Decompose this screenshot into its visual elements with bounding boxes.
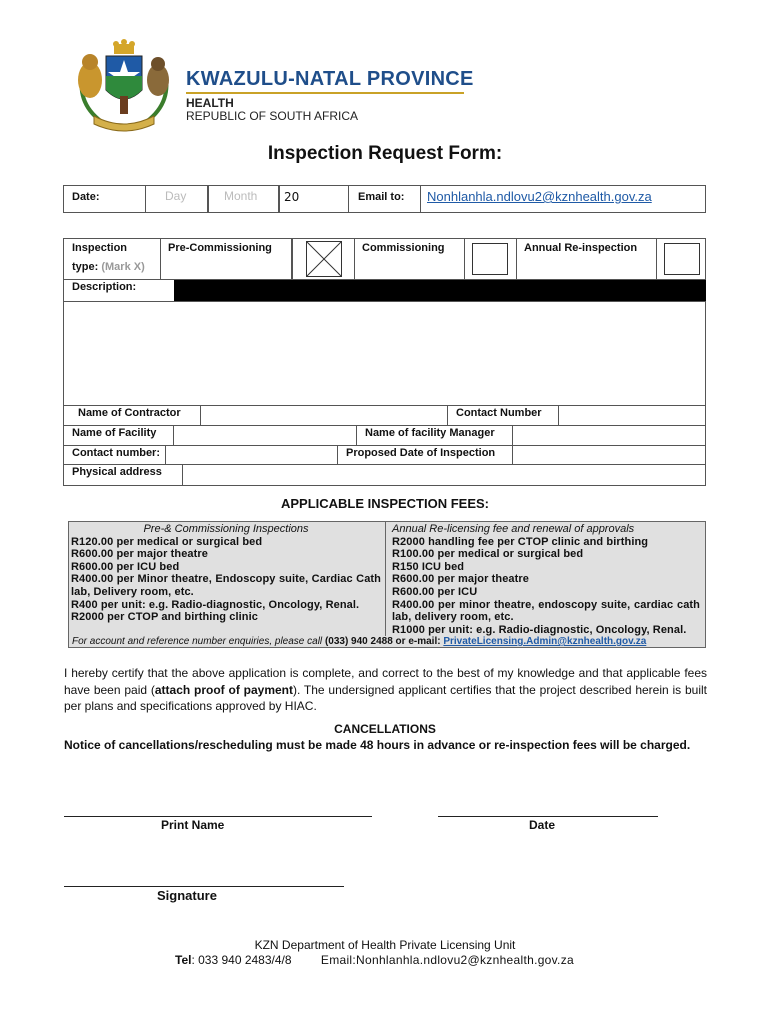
fees-divider: [385, 522, 386, 636]
pre-commissioning-label: Pre-Commissioning: [168, 242, 272, 254]
fees-right-title: Annual Re-licensing fee and renewal of approvals: [392, 523, 635, 535]
commissioning-label: Commissioning: [362, 242, 445, 254]
print-name-line[interactable]: [64, 816, 372, 817]
fee-left-item: R400 per unit: e.g. Radio-diagnostic, Oncology, Renal.: [71, 598, 360, 611]
fee-left-item: R400.00 per Minor theatre, Endoscopy suite, Cardiac Cath lab, Delivery room, etc.: [71, 573, 381, 598]
fee-right-item: R600.00 per major theatre: [392, 573, 530, 586]
signature-line[interactable]: [64, 886, 344, 887]
fee-right-item: R400.00 per minor theatre, endoscopy suite, cardiac cath lab, delivery room, etc.: [392, 598, 700, 624]
facility-manager-input[interactable]: [512, 425, 706, 446]
fees-right-column: [392, 523, 700, 636]
certification-text: [64, 665, 707, 715]
fee-right-item: R100.00 per medical or surgical bed: [392, 548, 584, 561]
fee-right-item: R600.00 per ICU: [392, 585, 478, 598]
footer-tel: : 033 940 2483/4/8: [191, 953, 292, 967]
province-name: KWAZULU-NATAL PROVINCE: [186, 68, 474, 90]
x-mark-icon: [306, 241, 342, 277]
email-label: Email to:: [358, 191, 405, 203]
inspection-label: Inspection: [72, 242, 128, 254]
fees-footer-email[interactable]: PrivateLicensing.Admin@kznhealth.gov.za: [443, 636, 647, 647]
footer-contact: [175, 953, 574, 967]
coat-of-arms-logo: [68, 38, 180, 134]
pre-commissioning-checkbox[interactable]: [292, 238, 355, 280]
physical-address-label: Physical address: [72, 466, 162, 478]
signature-label: Signature: [157, 888, 217, 903]
header-divider: [186, 92, 464, 94]
print-name-label: Print Name: [161, 818, 225, 832]
type-label: [72, 261, 145, 273]
proposed-date-label: Proposed Date of Inspection: [346, 447, 496, 459]
day-placeholder: Day: [165, 189, 187, 203]
contact-number2-input[interactable]: [165, 445, 338, 465]
certify-text-bold: attach proof of payment: [154, 682, 293, 697]
fee-left-item: R120.00 per medical or surgical bed: [71, 535, 263, 548]
facility-input[interactable]: [173, 425, 357, 446]
email-link[interactable]: Nonhlanhla.ndlovu2@kznhealth.gov.za: [427, 189, 652, 204]
description-header-bar: [174, 280, 706, 301]
certify-text-b: ). The undersigned applicant certifies that the project described herein is built per plans and specifications approved by HIAC.: [64, 682, 707, 713]
cancellations-text: Notice of cancellations/rescheduling must be made 48 hours in advance or re-inspection fees will be charged.: [64, 738, 691, 752]
contractor-input[interactable]: [200, 405, 448, 426]
date-line[interactable]: [438, 816, 658, 817]
month-placeholder: Month: [224, 189, 258, 203]
fees-left-column: [71, 523, 381, 624]
type-text: type:: [72, 261, 99, 273]
facility-manager-label: Name of facility Manager: [365, 427, 495, 439]
annual-reinspection-checkbox[interactable]: [664, 243, 700, 275]
footer-email: Email:Nonhlanhla.ndlovu2@kznhealth.gov.za: [320, 953, 574, 967]
footer-tel-label: Tel: [175, 953, 192, 967]
contact-number-label: Contact Number: [456, 407, 542, 419]
proposed-date-input[interactable]: [512, 445, 706, 465]
description-textarea[interactable]: [63, 301, 706, 406]
fee-right-item: R1000 per unit: e.g. Radio-diagnostic, Oncology, Renal.: [392, 623, 687, 636]
cancellations-heading: CANCELLATIONS: [334, 722, 436, 736]
commissioning-checkbox[interactable]: [472, 243, 508, 275]
fee-left-item: R600.00 per major theatre: [71, 548, 209, 561]
annual-reinspection-label: Annual Re-inspection: [524, 242, 638, 254]
fee-left-item: R600.00 per ICU bed: [71, 560, 180, 573]
year-prefix: 20: [284, 190, 300, 204]
certify-text-a: I hereby certify that the above application is complete, and correct to the best of my knowledge and that applicable fees have been paid (: [64, 666, 707, 697]
physical-address-input[interactable]: [182, 464, 706, 486]
description-label: Description:: [72, 281, 137, 293]
fees-footer: [72, 636, 646, 647]
fees-heading: APPLICABLE INSPECTION FEES:: [280, 496, 490, 511]
contact-number2-label: Contact number:: [72, 447, 160, 459]
fee-right-item: R2000 handling fee per CTOP clinic and birthing: [392, 535, 649, 548]
footer-unit: KZN Department of Health Private Licensing Unit: [254, 938, 516, 952]
fee-right-item: R150 ICU bed: [392, 560, 465, 573]
country-name: REPUBLIC OF SOUTH AFRICA: [186, 109, 359, 123]
contractor-label: Name of Contractor: [78, 407, 181, 419]
dept-name: HEALTH: [186, 96, 234, 110]
date-sign-label: Date: [529, 818, 556, 832]
fees-left-title: Pre-& Commissioning Inspections: [143, 523, 309, 535]
fee-left-item: R2000 per CTOP and birthing clinic: [71, 611, 258, 624]
form-title: Inspection Request Form:: [267, 143, 503, 164]
fees-footer-text: For account and reference number enquiries, please call: [72, 636, 323, 647]
mark-hint: (Mark X): [101, 261, 145, 273]
facility-label: Name of Facility: [72, 427, 157, 439]
contact-number-input[interactable]: [558, 405, 706, 426]
date-label: Date:: [72, 191, 100, 203]
fees-footer-phone: (033) 940 2488 or e-mail:: [324, 636, 441, 647]
